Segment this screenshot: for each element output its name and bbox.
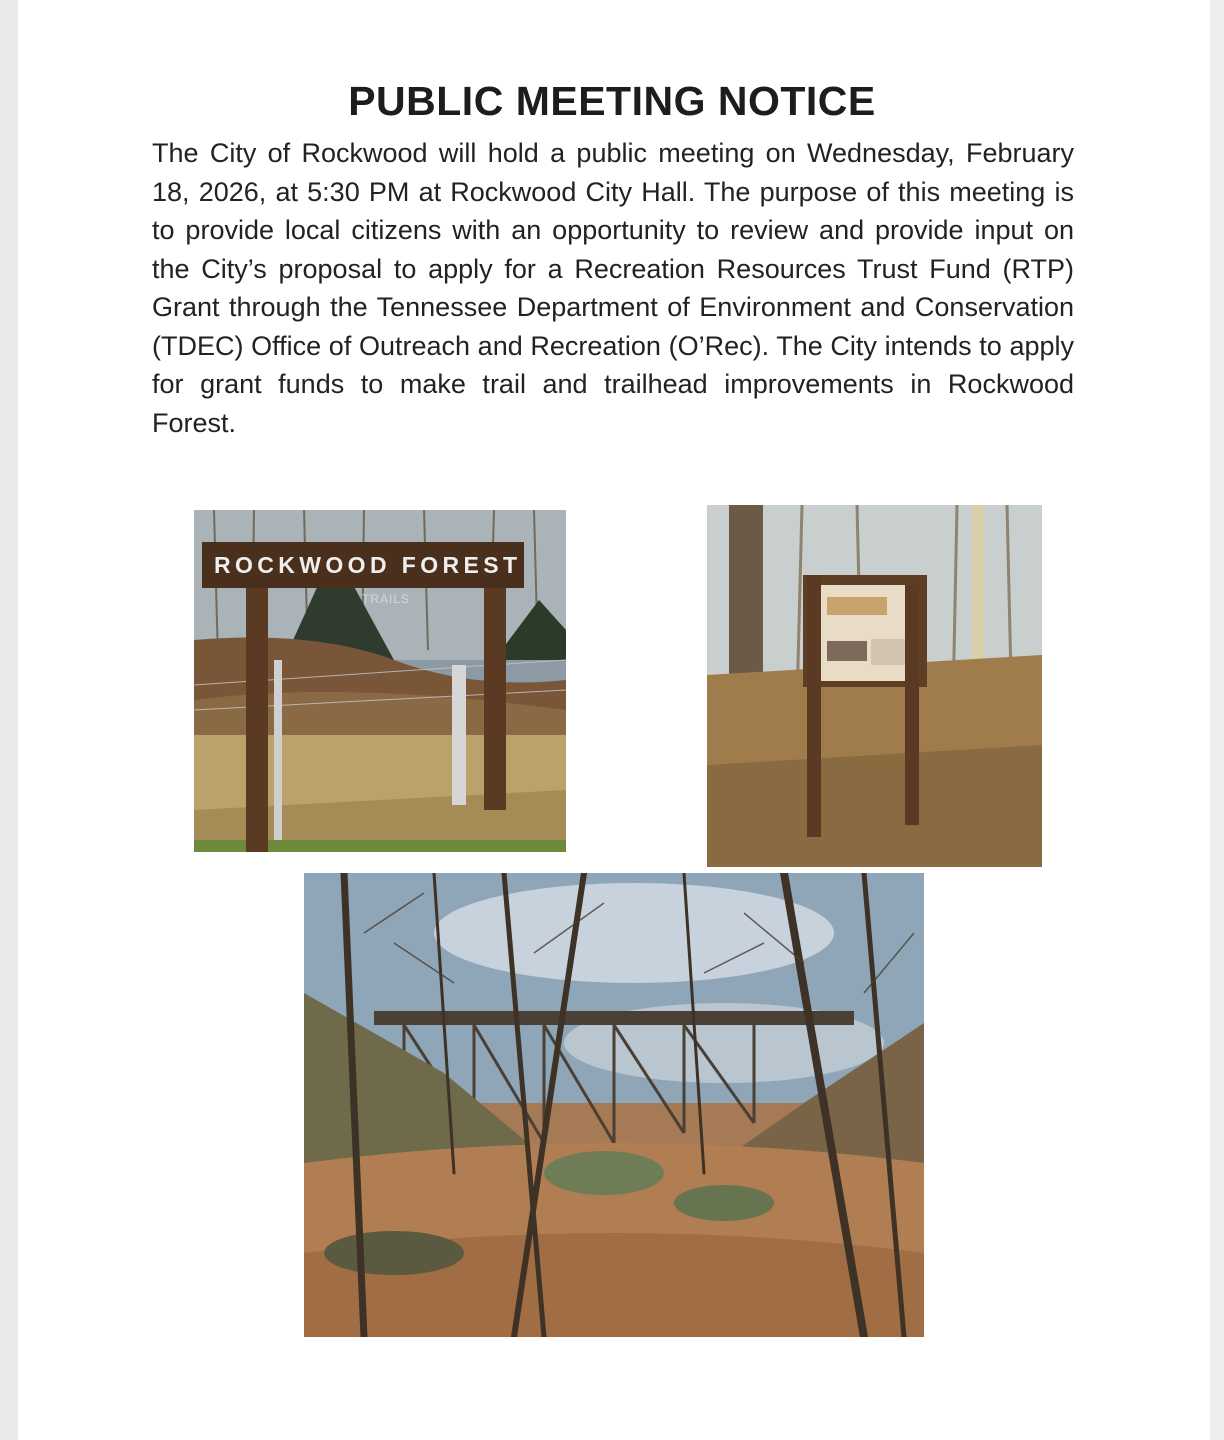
- trail-entrance-sign-photo: [194, 510, 566, 852]
- notice-body: The City of Rockwood will hold a public meeting on Wednesday, February 18, 2026, at 5:30 PM at Rockwood City Hall. The purpose of this meeting is to provide local citizens with an opportunity to review and provide input on the City’s proposal to apply for a Recreation Resources Trust Fund (RTP) Grant through the Tennessee Department of Environment and Conservation (TDEC) Office of Outreach and Recreation (O’Rec). The City intends to apply for grant funds to make trail and trailhead improvements in Rockwood Forest.: [152, 138, 1074, 438]
- sign-board-text: ROCKWOOD FOREST: [214, 552, 519, 578]
- scan-edge-right: [1210, 0, 1224, 1440]
- scan-edge-left: [0, 0, 18, 1440]
- notice-title: PUBLIC MEETING NOTICE: [348, 78, 876, 124]
- forest-trestle-photo: [304, 873, 924, 1337]
- sign-subtext: TRAILS: [362, 592, 411, 606]
- trailhead-kiosk-photo: [707, 505, 1042, 867]
